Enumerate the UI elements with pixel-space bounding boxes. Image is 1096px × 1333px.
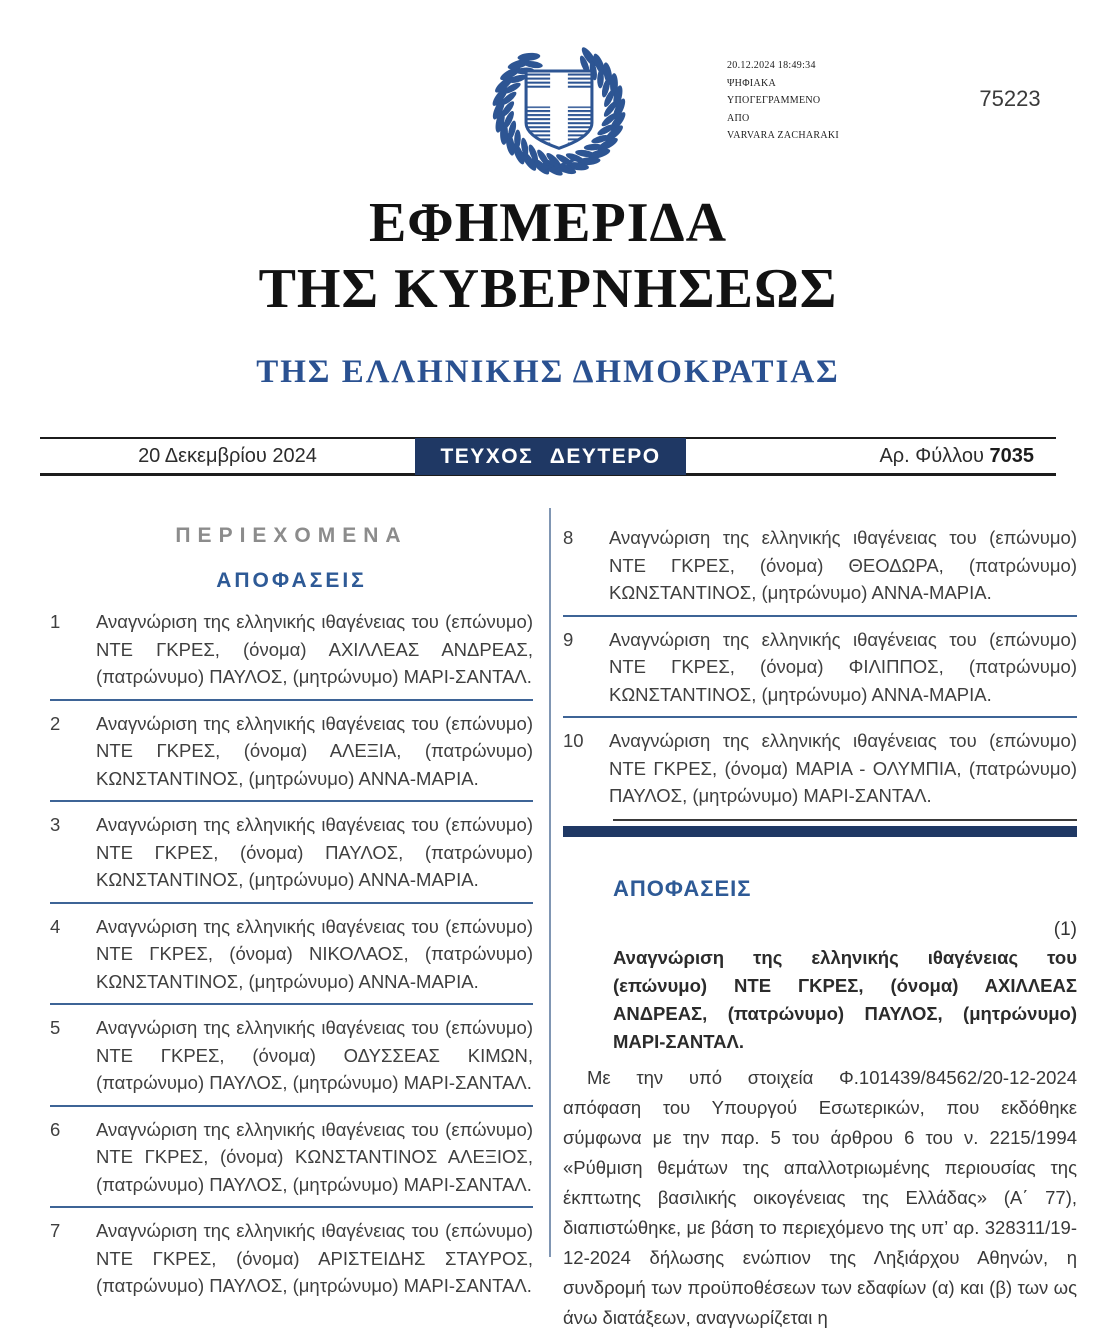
- sheet-number: 7035: [989, 445, 1034, 467]
- contents-item: [50, 1116, 533, 1209]
- contents-list-left: [50, 608, 533, 1300]
- signature-name: VARVARA ZACHARAKI: [727, 130, 840, 141]
- decision-body-paragraph: Με την υπό στοιχεία Φ.101439/84562/20-12-2024 απόφαση του Υπουργού Εσωτερικών, που εκδόθηκε σύμφωνα με την παρ. 5 του άρθρου 6 του ν. 2215/1994 «Ρύθμιση θεμάτων της απαλλοτριωμένης περιουσίας της έκπτωτης βασιλικής οικογένειας της Ελλάδας» (Α΄ 77), διαπιστώθηκε, με βάση το περιεχόμενο της υπ’ αρ. 328311/19-12-2024 δήλωσης ενώπιον της Ληξιάρχου Αθηνών, η συνδρομή των προϋποθέσεων των εδαφίων (α) και (β) των ως άνω διατάξεων, αναγνωρίζεται η: [563, 1066, 1077, 1328]
- contents-end-thin-rule: [613, 819, 1077, 821]
- contents-item-number: 2: [50, 712, 61, 734]
- signature-datetime: 20.12.2024 18:49:34: [727, 60, 816, 71]
- issue-info-bar: [40, 437, 1056, 477]
- decision-number: (1): [1053, 918, 1077, 940]
- contents-item-text: Αναγνώριση της ελληνικής ιθαγένειας του (επώνυμο) ΝΤΕ ΓΚΡΕΣ, (όνομα) ΟΔΥΣΣΕΑΣ ΚΙΜΩΝ, (πατρώνυμο) ΠΑΥΛΟΣ, (μητρώνυμο) ΜΑΡΙ-ΣΑΝΤΑΛ.: [96, 1017, 533, 1093]
- contents-item-number: 6: [50, 1118, 61, 1140]
- page-number: 75223: [979, 86, 1041, 111]
- issue-sheet-number: [879, 439, 1034, 473]
- contents-item: [50, 913, 533, 1006]
- decisions-section-heading: ΑΠΟΦΑΣΕΙΣ: [613, 875, 752, 901]
- contents-item-number: 7: [50, 1220, 61, 1241]
- digital-signature-block: 20.12.2024 18:49:34 ΨΗΦΙΑΚΑ ΥΠΟΓΕΓΡΑΜΜΕΝΟ ΑΠΟ VARVARA ZACHARAKI: [727, 57, 839, 145]
- gazette-subtitle: ΤΗΣ ΕΛΛΗΝΙΚΗΣ ΔΗΜΟΚΡΑΤΙΑΣ: [256, 354, 840, 390]
- contents-item: [50, 811, 533, 904]
- contents-item: [50, 1217, 533, 1300]
- contents-item-text: Αναγνώριση της ελληνικής ιθαγένειας του (επώνυμο) ΝΤΕ ΓΚΡΕΣ, (όνομα) ΚΩΝΣΤΑΝΤΙΝΟΣ ΑΛΕΞΙΟΣ, (πατρώνυμο) ΠΑΥΛΟΣ, (μητρώνυμο) ΜΑΡΙ-ΣΑΝΤΑΛ.: [96, 1118, 533, 1195]
- contents-item-text: Αναγνώριση της ελληνικής ιθαγένειας του (επώνυμο) ΝΤΕ ΓΚΡΕΣ, (όνομα) ΘΕΟΔΩΡΑ, (πατρώνυμο) ΚΩΝΣΤΑΝΤΙΝΟΣ, (μητρώνυμο) ΑΝΝΑ-ΜΑΡΙΑ.: [609, 527, 1077, 603]
- contents-list-right: [563, 524, 1077, 810]
- contents-end-marker: [563, 819, 1077, 837]
- contents-item: [50, 1014, 533, 1107]
- contents-item: [563, 524, 1077, 617]
- sheet-label: Αρ. Φύλλου: [879, 445, 984, 467]
- greek-coat-of-arms-icon: [480, 33, 638, 185]
- contents-item: [50, 608, 533, 701]
- contents-item-text: Αναγνώριση της ελληνικής ιθαγένειας του (επώνυμο) ΝΤΕ ΓΚΡΕΣ, (όνομα) ΜΑΡΙΑ - ΟΛΥΜΠΙΑ, (πατρώνυμο) ΠΑΥΛΟΣ, (μητρώνυμο) ΜΑΡΙ-ΣΑΝΤΑΛ.: [609, 730, 1077, 806]
- contents-section-heading: ΑΠΟΦΑΣΕΙΣ: [216, 569, 367, 592]
- contents-item-text: Αναγνώριση της ελληνικής ιθαγένειας του (επώνυμο) ΝΤΕ ΓΚΡΕΣ, (όνομα) ΑΛΕΞΙΑ, (πατρώνυμο) ΚΩΝΣΤΑΝΤΙΝΟΣ, (μητρώνυμο) ΑΝΝΑ-ΜΑΡΙΑ.: [96, 712, 533, 789]
- issue-date: 20 Δεκεμβρίου 2024: [138, 445, 317, 467]
- contents-item: [50, 710, 533, 803]
- contents-item-number: 3: [50, 814, 61, 835]
- contents-item-text: Αναγνώριση της ελληνικής ιθαγένειας του (επώνυμο) ΝΤΕ ΓΚΡΕΣ, (όνομα) ΠΑΥΛΟΣ, (πατρώνυμο) ΚΩΝΣΤΑΝΤΙΝΟΣ, (μητρώνυμο) ΑΝΝΑ-ΜΑΡΙΑ.: [96, 814, 533, 890]
- contents-item: [563, 727, 1077, 810]
- contents-end-thick-rule: [563, 826, 1077, 837]
- gazette-title-line2: ΤΗΣ ΚΥΒΕΡΝΗΣΕΩΣ: [258, 258, 838, 320]
- issue-volume-badge: ΤΕΥΧΟΣ ΔΕΥΤΕΡΟ: [415, 438, 686, 475]
- contents-item-number: 4: [50, 915, 61, 937]
- contents-item: [563, 626, 1077, 719]
- contents-item-text: Αναγνώριση της ελληνικής ιθαγένειας του (επώνυμο) ΝΤΕ ΓΚΡΕΣ, (όνομα) ΑΡΙΣΤΕΙΔΗΣ ΣΤΑΥΡΟΣ, (πατρώνυμο) ΠΑΥΛΟΣ, (μητρώνυμο) ΜΑΡΙ-ΣΑΝΤΑΛ.: [96, 1220, 533, 1296]
- contents-heading: ΠΕΡΙΕΧΟΜΕΝΑ: [175, 524, 408, 547]
- contents-column-right: [563, 524, 1077, 1333]
- gazette-title: [0, 190, 1096, 322]
- contents-column-left: [50, 524, 533, 1309]
- contents-item-number: 5: [50, 1017, 61, 1038]
- contents-item-number: 9: [563, 628, 574, 650]
- contents-item-number: 10: [563, 730, 584, 751]
- gazette-title-line1: ΕΦΗΜΕΡΙΔΑ: [368, 192, 728, 254]
- contents-item-text: Αναγνώριση της ελληνικής ιθαγένειας του (επώνυμο) ΝΤΕ ΓΚΡΕΣ, (όνομα) ΑΧΙΛΛΕΑΣ ΑΝΔΡΕΑΣ, (πατρώνυμο) ΠΑΥΛΟΣ, (μητρώνυμο) ΜΑΡΙ-ΣΑΝΤΑΛ.: [96, 611, 533, 687]
- column-divider: [549, 508, 551, 1257]
- contents-item-text: Αναγνώριση της ελληνικής ιθαγένειας του (επώνυμο) ΝΤΕ ΓΚΡΕΣ, (όνομα) ΝΙΚΟΛΑΟΣ, (πατρώνυμο) ΚΩΝΣΤΑΝΤΙΝΟΣ, (μητρώνυμο) ΑΝΝΑ-ΜΑΡΙΑ.: [96, 915, 533, 992]
- contents-item-number: 1: [50, 611, 61, 632]
- decision-title: Αναγνώριση της ελληνικής ιθαγένειας του (επώνυμο) ΝΤΕ ΓΚΡΕΣ, (όνομα) ΑΧΙΛΛΕΑΣ ΑΝΔΡΕΑΣ, (πατρώνυμο) ΠΑΥΛΟΣ, (μητρώνυμο) ΜΑΡΙ-ΣΑΝΤΑΛ.: [613, 946, 1077, 1052]
- contents-item-text: Αναγνώριση της ελληνικής ιθαγένειας του (επώνυμο) ΝΤΕ ΓΚΡΕΣ, (όνομα) ΦΙΛΙΠΠΟΣ, (πατρώνυμο) ΚΩΝΣΤΑΝΤΙΝΟΣ, (μητρώνυμο) ΑΝΝΑ-ΜΑΡΙΑ.: [609, 628, 1077, 705]
- contents-item-number: 8: [563, 527, 574, 548]
